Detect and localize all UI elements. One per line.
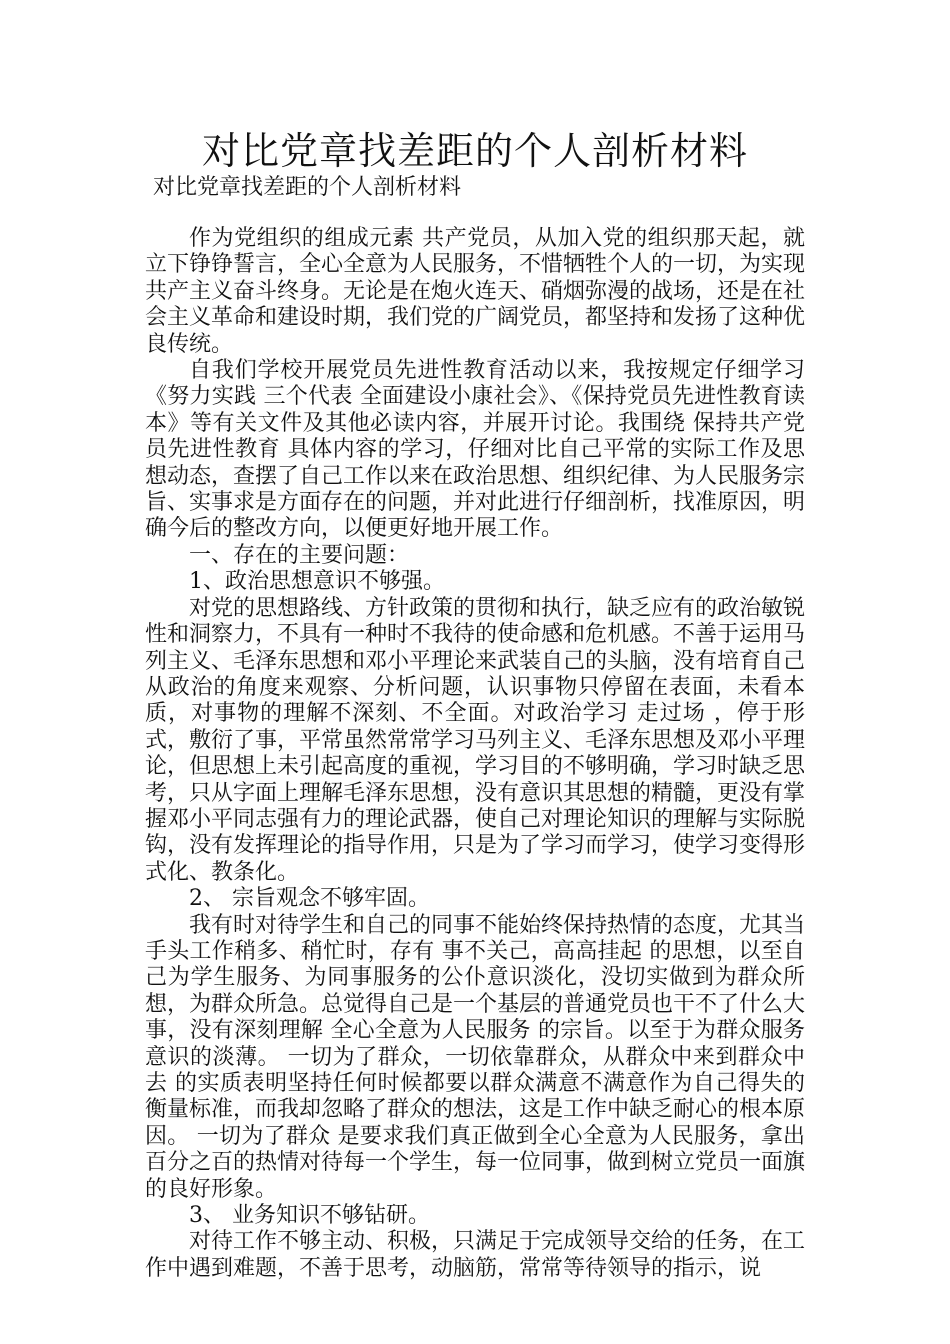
- paragraph-item-2: 我有时对待学生和自己的同事不能始终保持热情的态度，尤其当手头工作稍多、稍忙时，存有 事不关己，高高挂起 的思想，以至自己为学生服务、为同事服务的公仆意识淡化，没切实做到为群众所想，为群众所急。总觉得自己是一个基层的普通党员也干不了什么大事，没有深刻理解 全心全意为人民服务 的宗旨。以至于为群众服务意识的淡薄。 一切为了群众，一切依靠群众，从群众中来到群众中去 的实质表明坚持任何时候都要以群众满意不满意作为自己得失的衡量标准，而我却忽略了群众的想法，这是工作中缺乏耐心的根本原因。 一切为了群众 是要求我们真正做到全心全意为人民服务，拿出百分之百的热情对待每一个学生，每一位同事，做到树立党员一面旗的良好形象。: [145, 912, 806, 1202]
- paragraph-study: 自我们学校开展党员先进性教育活动以来，我按规定仔细学习《努力实践 三个代表 全面建设小康社会》、《保持党员先进性教育读本》等有关文件及其他必读内容，并展开讨论。我围绕 保持共产党员先进性教育 具体内容的学习，仔细对比自己平常的实际工作及思想动态，查摆了自己工作以来在政治思想、组织纪律、为人民服务宗旨、实事求是方面存在的问题，并对此进行仔细剖析，找准原因，明确今后的整改方向，以便更好地开展工作。: [145, 358, 806, 542]
- document-title: 对比党章找差距的个人剖析材料: [201, 129, 748, 173]
- document-subtitle: 对比党章找差距的个人剖析材料: [153, 175, 462, 200]
- paragraph-item-3: 对待工作不够主动、积极，只满足于完成领导交给的任务，在工作中遇到难题，不善于思考，动脑筋，常常等待领导的指示，说: [145, 1229, 806, 1281]
- item-heading-3: 3、 业务知识不够钻研。: [189, 1203, 430, 1229]
- item-heading-1: 1、政治思想意识不够强。: [189, 569, 445, 595]
- paragraph-item-1: 对党的思想路线、方针政策的贯彻和执行，缺乏应有的政治敏锐性和洞察力，不具有一种时不我待的使命感和危机感。不善于运用马列主义、毛泽东思想和邓小平理论来武装自己的头脑，没有培育自己从政治的角度来观察、分析问题，认识事物只停留在表面，未看本质，对事物的理解不深刻、不全面。对政治学习 走过场 ，停于形式，敷衍了事，平常虽然常常学习马列主义、毛泽东思想及邓小平理论，但思想上未引起高度的重视，学习目的不够明确，学习时缺乏思考，只从字面上理解毛泽东思想，没有意识其思想的精髓，更没有掌握邓小平同志强有力的理论武器，使自己对理论知识的理解与实际脱钩，没有发挥理论的指导作用，只是为了学习而学习，使学习变得形式化、教条化。: [145, 595, 806, 885]
- section-heading-problems: 一、存在的主要问题：: [189, 542, 410, 568]
- paragraph-intro: 作为党组织的组成元素 共产党员，从加入党的组织那天起，就立下铮铮誓言，全心全意为人民服务，不惜牺牲个人的一切，为实现共产主义奋斗终身。无论是在炮火连天、硝烟弥漫的战场，还是在社会主义革命和建设时期，我们党的广阔党员，都坚持和发扬了这种优良传统。: [145, 226, 806, 357]
- document-body: [145, 226, 805, 1282]
- item-heading-2: 2、 宗旨观念不够牢固。: [189, 886, 430, 912]
